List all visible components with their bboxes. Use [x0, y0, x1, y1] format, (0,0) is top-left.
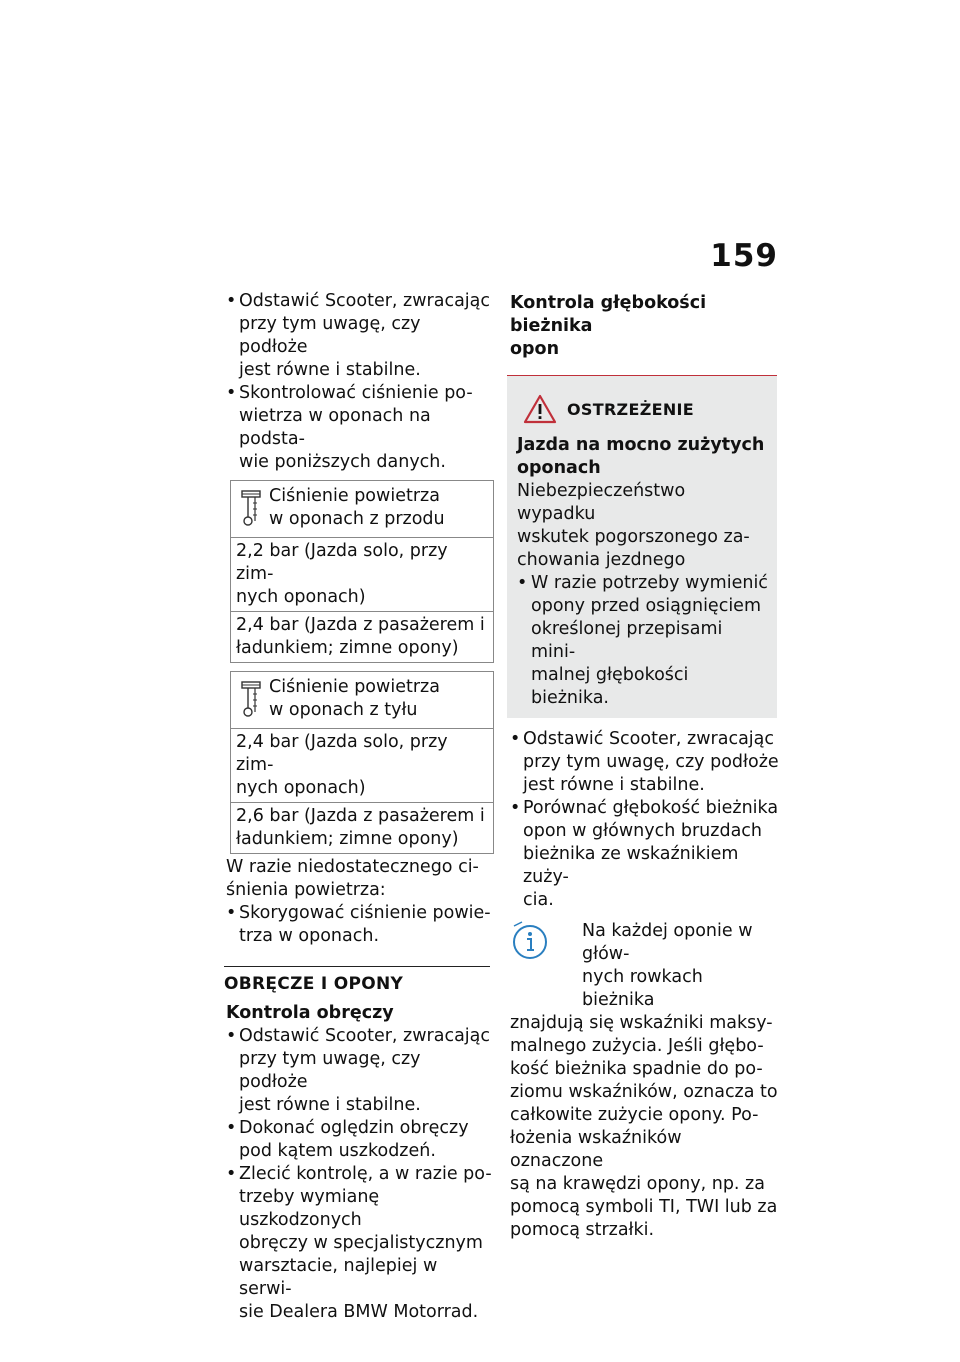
warning-subtitle: Jazda na mocno zużytych oponach	[517, 435, 765, 478]
table-header: Ciśnienie powietrza w oponach z tyłu	[231, 672, 493, 729]
low-pressure-text: W razie niedostatecznego ci- śnienia powietrza:	[226, 857, 479, 900]
warning-header	[523, 394, 769, 424]
rear-tire-pressure-table	[230, 671, 494, 854]
table-row: 2,4 bar (Jazda z pasażerem i ładunkiem; zimne opony)	[236, 615, 485, 658]
info-icon	[510, 920, 550, 960]
list-item: • Porównać głębokość bieżnika opon w głównych bruzdach bieżnika ze wskaźnikiem zuży- cia.	[510, 797, 780, 912]
right-column	[510, 292, 780, 1242]
list-item: • Dokonać oględzin obręczy pod kątem uszkodzeń.	[226, 1117, 492, 1163]
warning-text: Niebezpieczeństwo wypadku wskutek pogorszonego za- chowania jezdnego	[517, 481, 750, 570]
warning-title: OSTRZEŻENIE	[567, 399, 694, 419]
table-row: 2,2 bar (Jazda solo, przy zim- nych oponach)	[231, 538, 493, 612]
list-item: • Odstawić Scooter, zwracając przy tym uwagę, czy podłoże jest równe i stabilne.	[226, 290, 492, 382]
page-number: 159	[710, 238, 778, 274]
section-heading: Kontrola głębokości bieżnika opon	[510, 293, 707, 359]
left-column	[226, 290, 492, 1324]
list-item: • Odstawić Scooter, zwracając przy tym uwagę, czy podłoże jest równe i stabilne.	[510, 728, 780, 797]
list-item: • W razie potrzeby wymienić opony przed osiągnięciem określonej przepisami mini- malnej głębokości bieżnika.	[517, 572, 769, 710]
table-row: 2,4 bar (Jazda solo, przy zim- nych oponach)	[231, 729, 493, 803]
warning-triangle-icon	[523, 394, 557, 424]
table-header: Ciśnienie powietrza w oponach z przodu	[231, 481, 493, 538]
list-item: • Skontrolować ciśnienie po- wietrza w oponach na podsta- wie poniższych danych.	[226, 382, 492, 474]
table-row: 2,6 bar (Jazda z pasażerem i ładunkiem; zimne opony)	[236, 806, 485, 849]
tire-pressure-gauge-icon	[241, 680, 261, 718]
section-title: OBRĘCZE I OPONY	[224, 966, 490, 996]
warning-box	[507, 375, 777, 718]
info-note: Na każdej oponie w głów- nych rowkach bieżnika znajdują się wskaźniki maksy- malnego zużycia. Jeśli głębo- kość bieżnika spadnie do po- ziomu wskaźników, oznacza to całkowite zużycie opony. Po- łożenia wskaźników oznaczone są na krawędzi opony, np. za pomocą symboli TI, TWI lub za pomocą strzałki.	[510, 921, 778, 1240]
subheading: Kontrola obręczy	[226, 1003, 394, 1023]
list-item: • Odstawić Scooter, zwracając przy tym uwagę, czy podłoże jest równe i stabilne.	[226, 1025, 492, 1117]
list-item: • Skorygować ciśnienie powie- trza w oponach.	[226, 902, 492, 948]
front-tire-pressure-table	[230, 480, 494, 663]
tire-pressure-gauge-icon	[241, 489, 261, 527]
list-item: • Zlecić kontrolę, a w razie po- trzeby wymianę uszkodzonych obręczy w specjalistycznym warsztacie, najlepiej w serwi- sie Dealera BMW Motorrad.	[226, 1163, 492, 1324]
